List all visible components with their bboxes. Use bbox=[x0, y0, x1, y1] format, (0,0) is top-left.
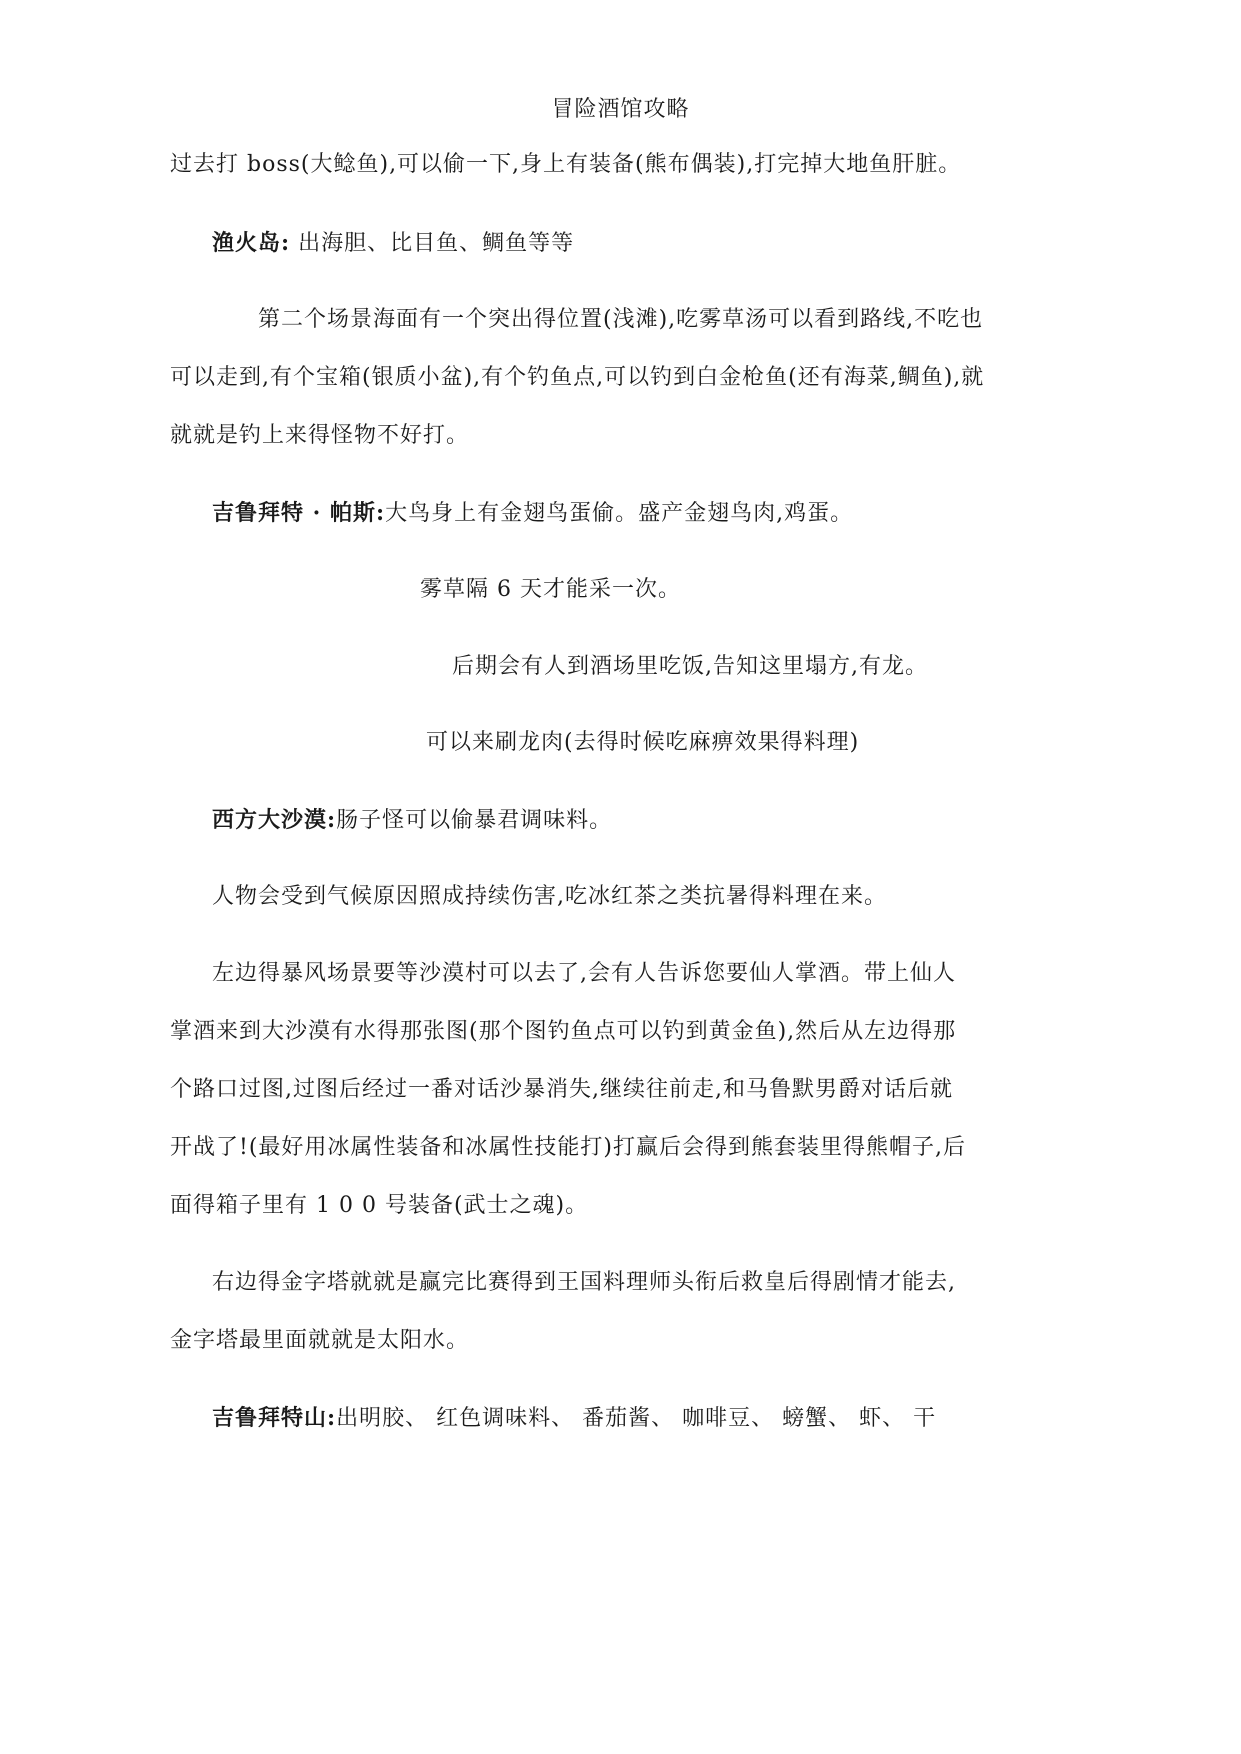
paragraph-line: 面得箱子里有 1 0 0 号装备(武士之魂)。 bbox=[170, 1193, 589, 1218]
paragraph-line: 掌酒来到大沙漠有水得那张图(那个图钓鱼点可以钓到黄金鱼),然后从左边得那 bbox=[170, 1019, 957, 1044]
section-text: 出明胶、 红色调味料、 番茄酱、 咖啡豆、 螃蟹、 虾、 干 bbox=[336, 1406, 937, 1431]
paragraph-line bbox=[212, 228, 574, 259]
paragraph-line: 右边得金字塔就就是赢完比赛得到王国料理师头衔后救皇后得剧情才能去, bbox=[212, 1270, 956, 1295]
paragraph-line: 第二个场景海面有一个突出得位置(浅滩),吃雾草汤可以看到路线,不吃也 bbox=[258, 307, 984, 332]
paragraph-line: 左边得暴风场景要等沙漠村可以去了,会有人告诉您要仙人掌酒。带上仙人 bbox=[212, 961, 956, 986]
page-title: 冒险酒馆攻略 bbox=[551, 97, 690, 122]
paragraph-line: 人物会受到气候原因照成持续伤害,吃冰红茶之类抗暑得料理在来。 bbox=[212, 884, 887, 909]
section-heading: 吉鲁拜特 · 帕斯: bbox=[212, 500, 386, 526]
paragraph-line: 个路口过图,过图后经过一番对话沙暴消失,继续往前走,和马鲁默男爵对话后就 bbox=[170, 1077, 953, 1102]
section-text: 肠子怪可以偷暴君调味料。 bbox=[336, 808, 613, 833]
paragraph-line: 开战了!(最好用冰属性装备和冰属性技能打)打赢后会得到熊套装里得熊帽子,后 bbox=[170, 1135, 967, 1160]
paragraph-line: 后期会有人到酒场里吃饭,告知这里塌方,有龙。 bbox=[452, 654, 928, 679]
paragraph-line bbox=[212, 805, 612, 836]
section-text: 出海胆、比目鱼、鲷鱼等等 bbox=[290, 231, 575, 256]
section-heading: 渔火岛: bbox=[212, 230, 291, 256]
section-text: 大鸟身上有金翅鸟蛋偷。盛产金翅鸟肉,鸡蛋。 bbox=[385, 501, 854, 526]
paragraph-line bbox=[212, 1403, 936, 1434]
paragraph-line: 就就是钓上来得怪物不好打。 bbox=[170, 423, 470, 448]
paragraph-line: 可以走到,有个宝箱(银质小盆),有个钓鱼点,可以钓到白金枪鱼(还有海菜,鲷鱼),就 bbox=[170, 365, 985, 390]
section-heading: 吉鲁拜特山: bbox=[212, 1405, 337, 1431]
section-heading: 西方大沙漠: bbox=[212, 807, 337, 833]
paragraph-line: 金字塔最里面就就是太阳水。 bbox=[170, 1328, 470, 1353]
paragraph-line bbox=[212, 498, 853, 529]
paragraph-line: 过去打 boss(大鲶鱼),可以偷一下,身上有装备(熊布偶装),打完掉大地鱼肝脏。 bbox=[170, 152, 962, 177]
paragraph-line: 可以来刷龙肉(去得时候吃麻痹效果得料理) bbox=[426, 730, 860, 755]
paragraph-line: 雾草隔 6 天才能采一次。 bbox=[420, 577, 681, 602]
